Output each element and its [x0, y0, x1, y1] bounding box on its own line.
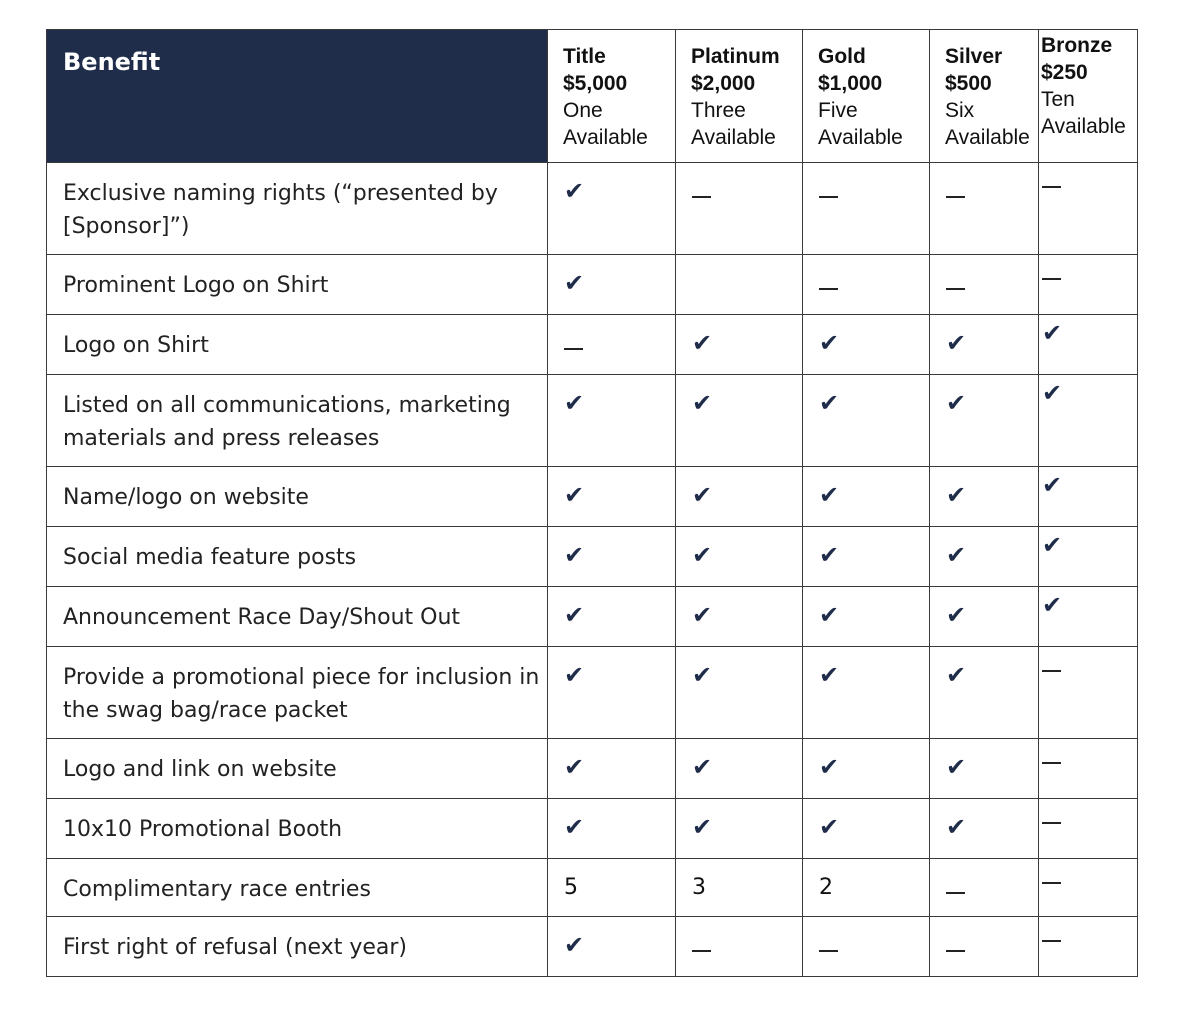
- dash-icon: [1042, 822, 1061, 824]
- checkmark-icon: ✔: [1042, 379, 1063, 407]
- tier-cell-silver: [930, 163, 1039, 255]
- tier-cell-platinum: [676, 527, 803, 587]
- tier-cell-silver: [930, 255, 1039, 315]
- tier-cell-gold: [803, 587, 930, 647]
- checkmark-icon: ✔: [1042, 591, 1063, 619]
- tier-header-title: [548, 30, 676, 163]
- table-row: [47, 859, 1138, 917]
- tier-cell-silver: [930, 647, 1039, 739]
- table-row: [47, 255, 1138, 315]
- tier-count: Six: [945, 99, 975, 122]
- tier-cell-silver: [930, 375, 1039, 467]
- benefit-cell: Provide a promotional piece for inclusion in the swag bag/race packet: [47, 647, 548, 739]
- dash-icon: [946, 950, 965, 952]
- checkmark-icon: ✔: [564, 177, 585, 205]
- checkmark-icon: ✔: [564, 481, 585, 509]
- benefits-table-body: [47, 163, 1138, 977]
- tier-cell-bronze: [1039, 917, 1138, 977]
- tier-cell-platinum: [676, 587, 803, 647]
- sponsorship-table-container: [46, 29, 1138, 977]
- dash-icon: [692, 950, 711, 952]
- checkmark-icon: ✔: [1042, 531, 1063, 559]
- tier-cell-gold: [803, 859, 930, 917]
- tier-cell-silver: [930, 799, 1039, 859]
- tier-count: Three: [691, 99, 746, 122]
- entry-count: 2: [819, 875, 833, 900]
- benefit-cell: Exclusive naming rights (“presented by [Sponsor]”): [47, 163, 548, 255]
- checkmark-icon: ✔: [564, 541, 585, 569]
- checkmark-icon: ✔: [946, 753, 967, 781]
- dash-icon: [819, 288, 838, 290]
- checkmark-icon: ✔: [564, 269, 585, 297]
- dash-icon: [1042, 762, 1061, 764]
- checkmark-icon: ✔: [819, 661, 840, 689]
- tier-cell-bronze: [1039, 587, 1138, 647]
- tier-cell-bronze: [1039, 375, 1138, 467]
- header-row: [47, 30, 1138, 163]
- checkmark-icon: ✔: [819, 813, 840, 841]
- tier-cell-gold: [803, 467, 930, 527]
- tier-name: Silver: [945, 45, 1003, 68]
- dash-icon: [819, 196, 838, 198]
- benefit-cell: Name/logo on website: [47, 467, 548, 527]
- dash-icon: [819, 950, 838, 952]
- tier-cell-title: [548, 799, 676, 859]
- checkmark-icon: ✔: [564, 389, 585, 417]
- tier-cell-gold: [803, 799, 930, 859]
- tier-cell-gold: [803, 315, 930, 375]
- benefit-column-header: Benefit: [47, 30, 548, 163]
- dash-icon: [1042, 186, 1061, 188]
- tier-cell-title: [548, 163, 676, 255]
- checkmark-icon: ✔: [819, 481, 840, 509]
- tier-cell-title: [548, 859, 676, 917]
- table-row: [47, 163, 1138, 255]
- dash-icon: [1042, 278, 1061, 280]
- table-row: [47, 467, 1138, 527]
- dash-icon: [1042, 940, 1061, 942]
- tier-cell-gold: [803, 739, 930, 799]
- tier-availability: Available: [945, 126, 1030, 149]
- dash-icon: [564, 348, 583, 350]
- checkmark-icon: ✔: [692, 481, 713, 509]
- tier-cell-gold: [803, 527, 930, 587]
- tier-cell-bronze: [1039, 647, 1138, 739]
- table-row: [47, 527, 1138, 587]
- tier-cell-platinum: [676, 647, 803, 739]
- tier-header-platinum: [676, 30, 803, 163]
- tier-cell-title: [548, 739, 676, 799]
- tier-cell-platinum: [676, 255, 803, 315]
- tier-availability: Available: [691, 126, 776, 149]
- checkmark-icon: ✔: [819, 389, 840, 417]
- benefit-cell: Announcement Race Day/Shout Out: [47, 587, 548, 647]
- tier-name: Bronze: [1041, 34, 1113, 57]
- checkmark-icon: ✔: [819, 601, 840, 629]
- tier-cell-title: [548, 255, 676, 315]
- dash-icon: [946, 196, 965, 198]
- checkmark-icon: ✔: [564, 661, 585, 689]
- checkmark-icon: ✔: [564, 753, 585, 781]
- tier-cell-gold: [803, 163, 930, 255]
- tier-cell-platinum: [676, 467, 803, 527]
- tier-cell-bronze: [1039, 859, 1138, 917]
- dash-icon: [946, 288, 965, 290]
- tier-cell-platinum: [676, 375, 803, 467]
- tier-cell-bronze: [1039, 739, 1138, 799]
- benefit-cell: Prominent Logo on Shirt: [47, 255, 548, 315]
- tier-cell-title: [548, 527, 676, 587]
- tier-cell-bronze: [1039, 799, 1138, 859]
- benefit-cell: Logo and link on website: [47, 739, 548, 799]
- tier-cell-title: [548, 375, 676, 467]
- tier-cell-title: [548, 917, 676, 977]
- tier-cell-bronze: [1039, 255, 1138, 315]
- checkmark-icon: ✔: [1042, 319, 1063, 347]
- checkmark-icon: ✔: [692, 753, 713, 781]
- tier-cell-title: [548, 587, 676, 647]
- table-row: [47, 799, 1138, 859]
- tier-price: $5,000: [563, 72, 628, 95]
- checkmark-icon: ✔: [946, 541, 967, 569]
- dash-icon: [1042, 882, 1061, 884]
- checkmark-icon: ✔: [564, 813, 585, 841]
- tier-name: Platinum: [691, 45, 780, 68]
- tier-cell-platinum: [676, 315, 803, 375]
- checkmark-icon: ✔: [564, 601, 585, 629]
- tier-price: $500: [945, 72, 992, 95]
- benefit-cell: First right of refusal (next year): [47, 917, 548, 977]
- tier-availability: Available: [563, 126, 648, 149]
- checkmark-icon: ✔: [946, 389, 967, 417]
- tier-cell-title: [548, 467, 676, 527]
- tier-availability: Available: [818, 126, 903, 149]
- tier-header-silver: [930, 30, 1039, 163]
- tier-cell-gold: [803, 375, 930, 467]
- table-row: [47, 375, 1138, 467]
- checkmark-icon: ✔: [692, 601, 713, 629]
- tier-cell-title: [548, 315, 676, 375]
- tier-cell-bronze: [1039, 163, 1138, 255]
- tier-header-gold: [803, 30, 930, 163]
- tier-count: One: [563, 99, 603, 122]
- tier-name: Title: [563, 45, 606, 68]
- tier-cell-title: [548, 647, 676, 739]
- dash-icon: [692, 196, 711, 198]
- tier-cell-gold: [803, 917, 930, 977]
- tier-cell-silver: [930, 315, 1039, 375]
- tier-header-bronze: [1039, 30, 1138, 163]
- tier-cell-bronze: [1039, 315, 1138, 375]
- checkmark-icon: ✔: [819, 541, 840, 569]
- checkmark-icon: ✔: [692, 541, 713, 569]
- checkmark-icon: ✔: [692, 661, 713, 689]
- tier-price: $1,000: [818, 72, 883, 95]
- checkmark-icon: ✔: [692, 329, 713, 357]
- table-row: [47, 587, 1138, 647]
- sponsorship-benefits-table: [46, 29, 1138, 977]
- tier-price: $250: [1041, 61, 1088, 84]
- tier-availability: Available: [1041, 115, 1126, 138]
- benefit-cell: Complimentary race entries: [47, 859, 548, 917]
- tier-count: Ten: [1041, 88, 1075, 111]
- tier-cell-gold: [803, 255, 930, 315]
- table-row: [47, 917, 1138, 977]
- tier-cell-platinum: [676, 799, 803, 859]
- tier-cell-platinum: [676, 163, 803, 255]
- checkmark-icon: ✔: [564, 931, 585, 959]
- benefit-cell: Listed on all communications, marketing materials and press releases: [47, 375, 548, 467]
- tier-price: $2,000: [691, 72, 756, 95]
- checkmark-icon: ✔: [946, 661, 967, 689]
- tier-count: Five: [818, 99, 858, 122]
- checkmark-icon: ✔: [1042, 471, 1063, 499]
- tier-cell-platinum: [676, 917, 803, 977]
- table-row: [47, 315, 1138, 375]
- tier-cell-silver: [930, 859, 1039, 917]
- entry-count: 3: [692, 875, 706, 900]
- entry-count: 5: [564, 875, 578, 900]
- checkmark-icon: ✔: [946, 601, 967, 629]
- checkmark-icon: ✔: [946, 329, 967, 357]
- tier-cell-silver: [930, 587, 1039, 647]
- tier-cell-gold: [803, 647, 930, 739]
- dash-icon: [946, 892, 965, 894]
- benefit-cell: Social media feature posts: [47, 527, 548, 587]
- tier-cell-bronze: [1039, 467, 1138, 527]
- checkmark-icon: ✔: [692, 813, 713, 841]
- checkmark-icon: ✔: [946, 481, 967, 509]
- tier-cell-silver: [930, 917, 1039, 977]
- dash-icon: [1042, 670, 1061, 672]
- tier-cell-platinum: [676, 859, 803, 917]
- checkmark-icon: ✔: [692, 389, 713, 417]
- tier-cell-platinum: [676, 739, 803, 799]
- checkmark-icon: ✔: [946, 813, 967, 841]
- checkmark-icon: ✔: [819, 329, 840, 357]
- tier-name: Gold: [818, 45, 866, 68]
- benefit-cell: 10x10 Promotional Booth: [47, 799, 548, 859]
- checkmark-icon: ✔: [819, 753, 840, 781]
- tier-cell-bronze: [1039, 527, 1138, 587]
- tier-cell-silver: [930, 527, 1039, 587]
- benefit-cell: Logo on Shirt: [47, 315, 548, 375]
- tier-cell-silver: [930, 467, 1039, 527]
- tier-cell-silver: [930, 739, 1039, 799]
- table-row: [47, 647, 1138, 739]
- table-row: [47, 739, 1138, 799]
